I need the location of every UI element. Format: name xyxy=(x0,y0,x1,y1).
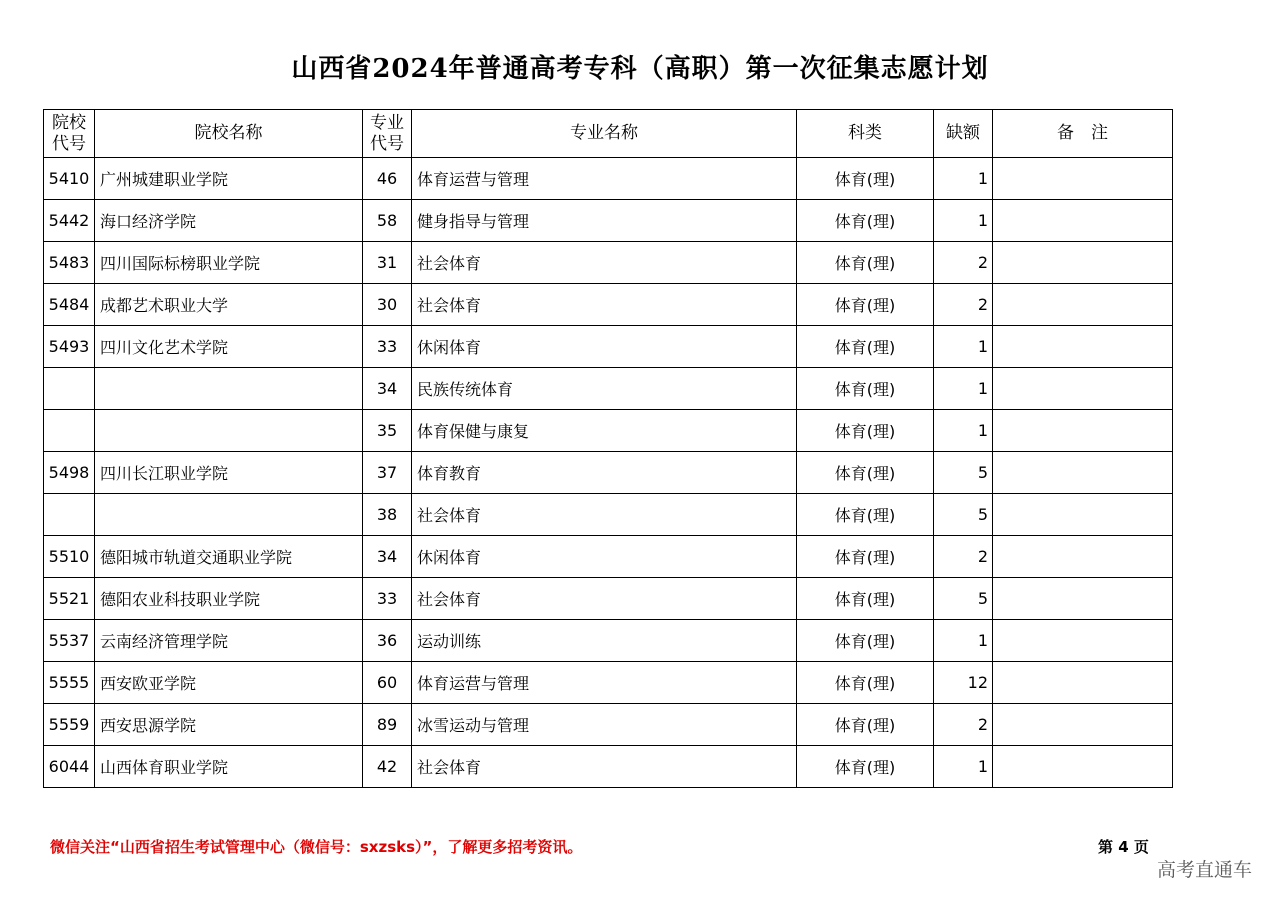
cell-remark xyxy=(993,578,1173,620)
cell-quota: 1 xyxy=(934,326,993,368)
cell-quota: 5 xyxy=(934,494,993,536)
cell-remark xyxy=(993,326,1173,368)
cell-quota: 2 xyxy=(934,242,993,284)
cell-remark xyxy=(993,536,1173,578)
cell-quota: 1 xyxy=(934,200,993,242)
cell-quota: 5 xyxy=(934,578,993,620)
cell-major-code: 46 xyxy=(363,158,412,200)
cell-subject: 体育(理) xyxy=(797,578,934,620)
cell-major-code: 89 xyxy=(363,704,412,746)
cell-school-name: 四川文化艺术学院 xyxy=(95,326,363,368)
cell-major-name: 社会体育 xyxy=(412,494,797,536)
cell-school-code: 5442 xyxy=(44,200,95,242)
cell-school-code: 5537 xyxy=(44,620,95,662)
cell-quota: 2 xyxy=(934,536,993,578)
cell-subject: 体育(理) xyxy=(797,158,934,200)
cell-major-name: 社会体育 xyxy=(412,284,797,326)
cell-school-name: 四川国际标榜职业学院 xyxy=(95,242,363,284)
cell-quota: 5 xyxy=(934,452,993,494)
page-number: 第 4 页 xyxy=(1098,838,1149,856)
cell-remark xyxy=(993,158,1173,200)
table-row xyxy=(44,368,1173,410)
cell-school-name: 西安欧亚学院 xyxy=(95,662,363,704)
cell-major-name: 健身指导与管理 xyxy=(412,200,797,242)
cell-school-name: 德阳农业科技职业学院 xyxy=(95,578,363,620)
cell-school-code: 5484 xyxy=(44,284,95,326)
cell-subject: 体育(理) xyxy=(797,620,934,662)
cell-school-name: 德阳城市轨道交通职业学院 xyxy=(95,536,363,578)
cell-subject: 体育(理) xyxy=(797,410,934,452)
cell-remark xyxy=(993,452,1173,494)
cell-quota: 1 xyxy=(934,746,993,788)
cell-remark xyxy=(993,746,1173,788)
cell-major-code: 34 xyxy=(363,368,412,410)
cell-major-code: 42 xyxy=(363,746,412,788)
cell-remark xyxy=(993,242,1173,284)
cell-school-code: 5555 xyxy=(44,662,95,704)
cell-major-name: 运动训练 xyxy=(412,620,797,662)
cell-school-name xyxy=(95,494,363,536)
cell-major-code: 34 xyxy=(363,536,412,578)
cell-school-code: 5510 xyxy=(44,536,95,578)
cell-quota: 1 xyxy=(934,368,993,410)
cell-subject: 体育(理) xyxy=(797,536,934,578)
cell-major-code: 38 xyxy=(363,494,412,536)
cell-remark xyxy=(993,410,1173,452)
cell-major-name: 社会体育 xyxy=(412,242,797,284)
plan-table xyxy=(43,109,1173,788)
header-remark: 备 注 xyxy=(993,110,1173,158)
cell-major-name: 体育运营与管理 xyxy=(412,158,797,200)
cell-major-name: 体育保健与康复 xyxy=(412,410,797,452)
header-major-code: 专业代号 xyxy=(363,110,412,158)
cell-subject: 体育(理) xyxy=(797,284,934,326)
cell-major-name: 体育教育 xyxy=(412,452,797,494)
cell-major-name: 冰雪运动与管理 xyxy=(412,704,797,746)
cell-major-name: 社会体育 xyxy=(412,746,797,788)
table-row xyxy=(44,284,1173,326)
cell-major-code: 30 xyxy=(363,284,412,326)
cell-school-name: 云南经济管理学院 xyxy=(95,620,363,662)
cell-major-code: 31 xyxy=(363,242,412,284)
cell-remark xyxy=(993,620,1173,662)
cell-quota: 12 xyxy=(934,662,993,704)
cell-major-code: 33 xyxy=(363,578,412,620)
watermark-text: 高考直通车 xyxy=(1156,859,1252,881)
table-row xyxy=(44,746,1173,788)
table-row xyxy=(44,242,1173,284)
cell-quota: 1 xyxy=(934,620,993,662)
header-school-code: 院校代号 xyxy=(44,110,95,158)
cell-major-code: 33 xyxy=(363,326,412,368)
cell-quota: 1 xyxy=(934,158,993,200)
cell-subject: 体育(理) xyxy=(797,746,934,788)
cell-quota: 2 xyxy=(934,284,993,326)
table-row xyxy=(44,452,1173,494)
cell-subject: 体育(理) xyxy=(797,242,934,284)
table-row xyxy=(44,704,1173,746)
cell-quota: 1 xyxy=(934,410,993,452)
cell-major-code: 36 xyxy=(363,620,412,662)
table-row xyxy=(44,326,1173,368)
header-major-name: 专业名称 xyxy=(412,110,797,158)
cell-school-name: 广州城建职业学院 xyxy=(95,158,363,200)
table-header-row xyxy=(44,110,1173,158)
cell-school-code: 5521 xyxy=(44,578,95,620)
table-row xyxy=(44,200,1173,242)
cell-major-name: 休闲体育 xyxy=(412,536,797,578)
header-school-name: 院校名称 xyxy=(95,110,363,158)
footer-note: 微信关注“山西省招生考试管理中心（微信号：sxzsks）”，了解更多招考资讯。 xyxy=(50,838,583,856)
header-subject: 科类 xyxy=(797,110,934,158)
cell-school-code xyxy=(44,494,95,536)
cell-school-code: 5493 xyxy=(44,326,95,368)
cell-school-name: 山西体育职业学院 xyxy=(95,746,363,788)
table-row xyxy=(44,620,1173,662)
cell-major-name: 社会体育 xyxy=(412,578,797,620)
cell-school-code xyxy=(44,368,95,410)
cell-subject: 体育(理) xyxy=(797,662,934,704)
cell-school-name: 海口经济学院 xyxy=(95,200,363,242)
cell-school-name: 四川长江职业学院 xyxy=(95,452,363,494)
table-row xyxy=(44,578,1173,620)
cell-remark xyxy=(993,200,1173,242)
table-body xyxy=(44,158,1173,788)
cell-school-code: 5410 xyxy=(44,158,95,200)
cell-subject: 体育(理) xyxy=(797,368,934,410)
cell-school-code: 5559 xyxy=(44,704,95,746)
cell-subject: 体育(理) xyxy=(797,494,934,536)
cell-major-name: 民族传统体育 xyxy=(412,368,797,410)
cell-school-code: 5483 xyxy=(44,242,95,284)
cell-remark xyxy=(993,368,1173,410)
cell-school-code xyxy=(44,410,95,452)
cell-major-code: 60 xyxy=(363,662,412,704)
cell-school-name xyxy=(95,368,363,410)
cell-subject: 体育(理) xyxy=(797,704,934,746)
cell-major-name: 体育运营与管理 xyxy=(412,662,797,704)
cell-remark xyxy=(993,494,1173,536)
cell-remark xyxy=(993,704,1173,746)
cell-quota: 2 xyxy=(934,704,993,746)
cell-school-name: 成都艺术职业大学 xyxy=(95,284,363,326)
cell-school-code: 5498 xyxy=(44,452,95,494)
cell-subject: 体育(理) xyxy=(797,200,934,242)
cell-major-name: 休闲体育 xyxy=(412,326,797,368)
cell-school-code: 6044 xyxy=(44,746,95,788)
table-row xyxy=(44,158,1173,200)
table-row xyxy=(44,494,1173,536)
cell-school-name xyxy=(95,410,363,452)
page-title: 山西省2024年普通高考专科（高职）第一次征集志愿计划 xyxy=(291,54,989,84)
cell-major-code: 35 xyxy=(363,410,412,452)
header-quota: 缺额 xyxy=(934,110,993,158)
cell-subject: 体育(理) xyxy=(797,452,934,494)
cell-remark xyxy=(993,284,1173,326)
cell-school-name: 西安思源学院 xyxy=(95,704,363,746)
cell-subject: 体育(理) xyxy=(797,326,934,368)
table-row xyxy=(44,410,1173,452)
cell-major-code: 37 xyxy=(363,452,412,494)
table-row xyxy=(44,662,1173,704)
table-row xyxy=(44,536,1173,578)
cell-remark xyxy=(993,662,1173,704)
cell-major-code: 58 xyxy=(363,200,412,242)
